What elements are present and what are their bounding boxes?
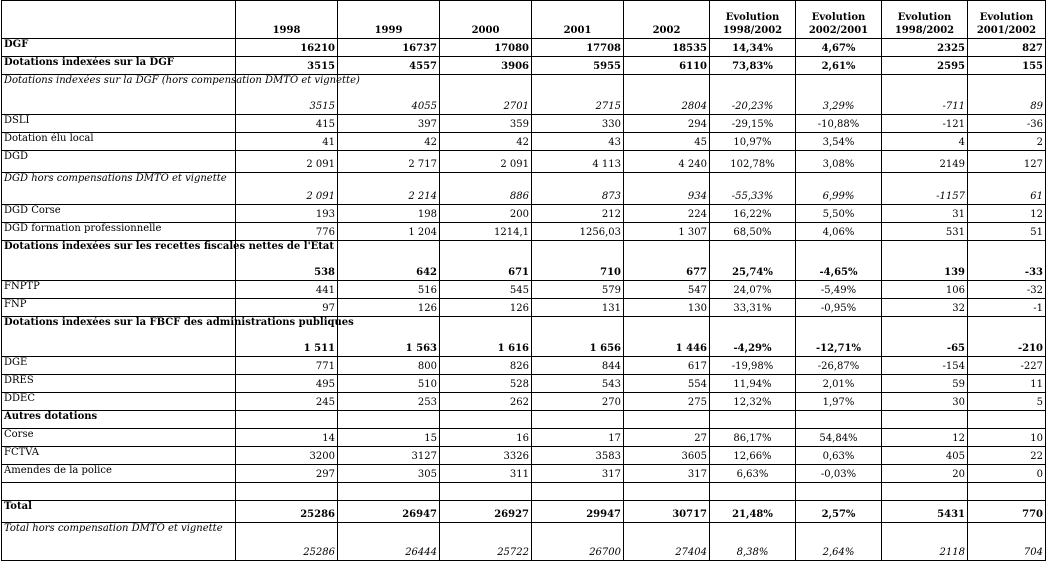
table-row [2, 317, 1046, 357]
table-cell: 4,67% [796, 39, 882, 57]
table-cell: 200 [440, 205, 532, 223]
table-row [2, 393, 1046, 411]
table-cell: 397 [338, 115, 440, 133]
table-cell: 2 091 [440, 151, 532, 173]
table-cell: 510 [338, 375, 440, 393]
table-cell: 2 091 [236, 173, 338, 205]
table-row [2, 205, 1046, 223]
table-cell: 25286 [236, 523, 338, 561]
table-cell: 2,01% [796, 375, 882, 393]
table-cell: 10 [968, 429, 1046, 447]
table-cell: 41 [236, 133, 338, 151]
table-cell [532, 411, 624, 429]
table-cell: 5 [968, 393, 1046, 411]
row-label: DRES [2, 375, 236, 393]
table-cell: 547 [624, 281, 710, 299]
table-cell: 42 [440, 133, 532, 151]
table-row [2, 241, 1046, 281]
table-cell: 17080 [440, 39, 532, 57]
table-row [2, 57, 1046, 75]
table-cell [796, 483, 882, 501]
table-cell [882, 483, 968, 501]
row-label: Amendes de la police [2, 465, 236, 483]
table-cell: 3,54% [796, 133, 882, 151]
table-cell: 18535 [624, 39, 710, 57]
table-row [2, 483, 1046, 501]
table-cell: 73,83% [710, 57, 796, 75]
table-cell: -29,15% [710, 115, 796, 133]
table-cell: 359 [440, 115, 532, 133]
table-cell: 32 [882, 299, 968, 317]
table-cell: -1157 [882, 173, 968, 205]
table-cell: -4,29% [710, 317, 796, 357]
table-cell: 4055 [338, 75, 440, 115]
table-cell: 54,84% [796, 429, 882, 447]
table-row [2, 115, 1046, 133]
table-cell: 317 [624, 465, 710, 483]
table-cell: 1,97% [796, 393, 882, 411]
table-cell: 800 [338, 357, 440, 375]
table-cell: 642 [338, 241, 440, 281]
table-cell [624, 411, 710, 429]
table-cell: -10,88% [796, 115, 882, 133]
table-cell: 2 717 [338, 151, 440, 173]
table-row [2, 375, 1046, 393]
table-cell: 2,64% [796, 523, 882, 561]
table-cell: 771 [236, 357, 338, 375]
row-label: Autres dotations [2, 411, 236, 429]
row-label: Dotations indexées sur les recettes fiscales nettes de l'Etat [2, 241, 236, 281]
table-cell: 139 [882, 241, 968, 281]
table-cell: 16,22% [710, 205, 796, 223]
table-cell: 275 [624, 393, 710, 411]
table-cell: 8,38% [710, 523, 796, 561]
table-row [2, 501, 1046, 523]
table-cell: 253 [338, 393, 440, 411]
table-cell: 262 [440, 393, 532, 411]
table-cell: 155 [968, 57, 1046, 75]
table-cell: -0,95% [796, 299, 882, 317]
table-cell: 43 [532, 133, 624, 151]
header-cell [2, 1, 236, 39]
table-cell: 224 [624, 205, 710, 223]
table-cell: -12,71% [796, 317, 882, 357]
table-cell: 126 [440, 299, 532, 317]
table-row [2, 223, 1046, 241]
table-cell: 294 [624, 115, 710, 133]
table-cell: 1 656 [532, 317, 624, 357]
table-cell: 5955 [532, 57, 624, 75]
row-label: Dotations indexées sur la DGF [2, 57, 236, 75]
table-cell: 554 [624, 375, 710, 393]
table-cell: 20 [882, 465, 968, 483]
table-cell: 26927 [440, 501, 532, 523]
table-cell: 22 [968, 447, 1046, 465]
table-cell: -1 [968, 299, 1046, 317]
table-cell: 25722 [440, 523, 532, 561]
table-cell: 198 [338, 205, 440, 223]
table-cell: 212 [532, 205, 624, 223]
row-label: Total [2, 501, 236, 523]
table-cell: 11,94% [710, 375, 796, 393]
table-row [2, 465, 1046, 483]
table-cell: 538 [236, 241, 338, 281]
table-cell: 26444 [338, 523, 440, 561]
table-cell: 827 [968, 39, 1046, 57]
table-cell: 528 [440, 375, 532, 393]
row-label: Dotations indexées sur la FBCF des administrations publiques [2, 317, 236, 357]
table-cell: -121 [882, 115, 968, 133]
row-label [2, 483, 236, 501]
table-cell: -36 [968, 115, 1046, 133]
table-cell: -33 [968, 241, 1046, 281]
table-cell [236, 411, 338, 429]
table-cell [338, 483, 440, 501]
table-cell: 14,34% [710, 39, 796, 57]
table-row [2, 429, 1046, 447]
header-cell-evolution-1998-2002: Evolution 1998/2002 [710, 1, 796, 39]
table-cell: 3906 [440, 57, 532, 75]
table-cell [968, 483, 1046, 501]
table-cell: 405 [882, 447, 968, 465]
table-cell: 45 [624, 133, 710, 151]
table-cell: 59 [882, 375, 968, 393]
table-cell: 30717 [624, 501, 710, 523]
row-label: DGE [2, 357, 236, 375]
table-cell: 671 [440, 241, 532, 281]
table-cell: 33,31% [710, 299, 796, 317]
row-label: FNPTP [2, 281, 236, 299]
table-cell: 770 [968, 501, 1046, 523]
table-cell: 1 446 [624, 317, 710, 357]
table-row [2, 411, 1046, 429]
table-cell: 4 [882, 133, 968, 151]
table-cell: 495 [236, 375, 338, 393]
table-cell: 4 240 [624, 151, 710, 173]
table-cell: 305 [338, 465, 440, 483]
table-cell [338, 411, 440, 429]
table-cell [624, 483, 710, 501]
table-cell: 16210 [236, 39, 338, 57]
table-cell: 516 [338, 281, 440, 299]
table-cell: 5,50% [796, 205, 882, 223]
table-cell: 15 [338, 429, 440, 447]
table-cell: 934 [624, 173, 710, 205]
table-cell: 2701 [440, 75, 532, 115]
table-cell: 245 [236, 393, 338, 411]
table-cell: 6110 [624, 57, 710, 75]
table-cell: 2804 [624, 75, 710, 115]
table-cell: 844 [532, 357, 624, 375]
row-label: DGF [2, 39, 236, 57]
table-cell: 3200 [236, 447, 338, 465]
table-cell: 886 [440, 173, 532, 205]
table-cell: 4,06% [796, 223, 882, 241]
table-cell: 297 [236, 465, 338, 483]
table-cell: 2118 [882, 523, 968, 561]
table-cell: 617 [624, 357, 710, 375]
table-cell: 3583 [532, 447, 624, 465]
table-cell: 97 [236, 299, 338, 317]
row-label: DGD hors compensations DMTO et vignette [2, 173, 236, 205]
table-cell: 1 204 [338, 223, 440, 241]
table-cell: 776 [236, 223, 338, 241]
table-cell: 3515 [236, 57, 338, 75]
header-row [2, 1, 1046, 39]
table-cell: 42 [338, 133, 440, 151]
table-cell: 51 [968, 223, 1046, 241]
table-cell: 2,61% [796, 57, 882, 75]
table-cell: 3127 [338, 447, 440, 465]
table-cell: 130 [624, 299, 710, 317]
table-cell: 27404 [624, 523, 710, 561]
table-cell [236, 483, 338, 501]
header-cell-evolution-2001-2002: Evolution 2001/2002 [968, 1, 1046, 39]
table-cell: 677 [624, 241, 710, 281]
table-cell: 102,78% [710, 151, 796, 173]
table-cell: 0,63% [796, 447, 882, 465]
table-cell: 2 [968, 133, 1046, 151]
table-cell: -227 [968, 357, 1046, 375]
table-cell: 873 [532, 173, 624, 205]
table-cell: 543 [532, 375, 624, 393]
table-cell: 2 214 [338, 173, 440, 205]
header-cell-1998: 1998 [236, 1, 338, 39]
table-cell: 704 [968, 523, 1046, 561]
table-cell [710, 483, 796, 501]
table-cell: 441 [236, 281, 338, 299]
table-cell: -0,03% [796, 465, 882, 483]
table-cell: 11 [968, 375, 1046, 393]
table-cell: 12 [882, 429, 968, 447]
table-cell: 27 [624, 429, 710, 447]
table-cell: 2 091 [236, 151, 338, 173]
table-cell: 127 [968, 151, 1046, 173]
table-cell: -154 [882, 357, 968, 375]
table-row [2, 299, 1046, 317]
table-cell: 25,74% [710, 241, 796, 281]
table-cell [968, 411, 1046, 429]
table-row [2, 173, 1046, 205]
table-cell: 6,63% [710, 465, 796, 483]
table-row [2, 281, 1046, 299]
table-cell: 12,32% [710, 393, 796, 411]
table-cell: 3605 [624, 447, 710, 465]
table-cell: 826 [440, 357, 532, 375]
table-cell: 317 [532, 465, 624, 483]
table-row [2, 39, 1046, 57]
row-label: Dotation élu local [2, 133, 236, 151]
table-cell: 26947 [338, 501, 440, 523]
table-cell [796, 411, 882, 429]
table-row [2, 357, 1046, 375]
table-cell: -26,87% [796, 357, 882, 375]
table-cell: 531 [882, 223, 968, 241]
table-cell: -55,33% [710, 173, 796, 205]
table-cell: 14 [236, 429, 338, 447]
table-cell: 10,97% [710, 133, 796, 151]
table-cell: 2595 [882, 57, 968, 75]
table-cell [440, 483, 532, 501]
header-cell-1999: 1999 [338, 1, 440, 39]
header-cell-evolution-1998-2002-abs: Evolution 1998/2002 [882, 1, 968, 39]
table-cell: 17708 [532, 39, 624, 57]
table-cell: 131 [532, 299, 624, 317]
row-label: DDEC [2, 393, 236, 411]
table-row [2, 151, 1046, 173]
table-cell: 415 [236, 115, 338, 133]
table-cell: 2325 [882, 39, 968, 57]
table-cell: 3326 [440, 447, 532, 465]
table-cell: 6,99% [796, 173, 882, 205]
table-cell: 31 [882, 205, 968, 223]
table-cell: 193 [236, 205, 338, 223]
table-cell: 24,07% [710, 281, 796, 299]
table-cell: 86,17% [710, 429, 796, 447]
table-cell: 126 [338, 299, 440, 317]
table-cell: 12 [968, 205, 1046, 223]
table-cell: 4 113 [532, 151, 624, 173]
table-cell: -19,98% [710, 357, 796, 375]
table-cell: 1 616 [440, 317, 532, 357]
dotations-table [1, 0, 1046, 561]
table-cell: -210 [968, 317, 1046, 357]
table-cell: 1 511 [236, 317, 338, 357]
table-cell: 30 [882, 393, 968, 411]
table-cell: 21,48% [710, 501, 796, 523]
table-row [2, 75, 1046, 115]
row-label: DGD Corse [2, 205, 236, 223]
table-cell: 3,29% [796, 75, 882, 115]
row-label: DGD [2, 151, 236, 173]
header-cell-2002: 2002 [624, 1, 710, 39]
table-cell: 1 307 [624, 223, 710, 241]
table-cell: 29947 [532, 501, 624, 523]
table-body [2, 39, 1046, 561]
header-cell-evolution-2002-2001: Evolution 2002/2001 [796, 1, 882, 39]
table-cell [440, 411, 532, 429]
row-label: DGD formation professionnelle [2, 223, 236, 241]
table-cell: 16737 [338, 39, 440, 57]
table-cell: -20,23% [710, 75, 796, 115]
table-cell: 68,50% [710, 223, 796, 241]
table-cell: 710 [532, 241, 624, 281]
table-cell: 16 [440, 429, 532, 447]
table-cell: 330 [532, 115, 624, 133]
row-label: FCTVA [2, 447, 236, 465]
row-label: Corse [2, 429, 236, 447]
table-cell: 1214,1 [440, 223, 532, 241]
table-cell: 1 563 [338, 317, 440, 357]
row-label: FNP [2, 299, 236, 317]
table-row [2, 447, 1046, 465]
table-cell: 2715 [532, 75, 624, 115]
table-cell: 0 [968, 465, 1046, 483]
table-cell: 3,08% [796, 151, 882, 173]
table-cell: 5431 [882, 501, 968, 523]
table-cell [710, 411, 796, 429]
table-cell: 17 [532, 429, 624, 447]
table-cell [882, 411, 968, 429]
table-row [2, 133, 1046, 151]
table-cell: -5,49% [796, 281, 882, 299]
table-cell: 545 [440, 281, 532, 299]
table-cell: -4,65% [796, 241, 882, 281]
row-label: Dotations indexées sur la DGF (hors compensation DMTO et vignette) [2, 75, 236, 115]
table-cell: 1256,03 [532, 223, 624, 241]
table-cell: 61 [968, 173, 1046, 205]
table-cell: 25286 [236, 501, 338, 523]
table-cell: 2149 [882, 151, 968, 173]
table-cell: -32 [968, 281, 1046, 299]
row-label: DSLI [2, 115, 236, 133]
table-cell: 579 [532, 281, 624, 299]
table-cell: 26700 [532, 523, 624, 561]
table-cell: 2,57% [796, 501, 882, 523]
table-cell: 311 [440, 465, 532, 483]
row-label: Total hors compensation DMTO et vignette [2, 523, 236, 561]
table-cell: -711 [882, 75, 968, 115]
header-cell-2001: 2001 [532, 1, 624, 39]
table-cell: 89 [968, 75, 1046, 115]
table-cell: 106 [882, 281, 968, 299]
table-cell: -65 [882, 317, 968, 357]
table-cell: 4557 [338, 57, 440, 75]
table-cell: 12,66% [710, 447, 796, 465]
table-cell: 3515 [236, 75, 338, 115]
header-cell-2000: 2000 [440, 1, 532, 39]
table-row [2, 523, 1046, 561]
table-cell [532, 483, 624, 501]
table-cell: 270 [532, 393, 624, 411]
